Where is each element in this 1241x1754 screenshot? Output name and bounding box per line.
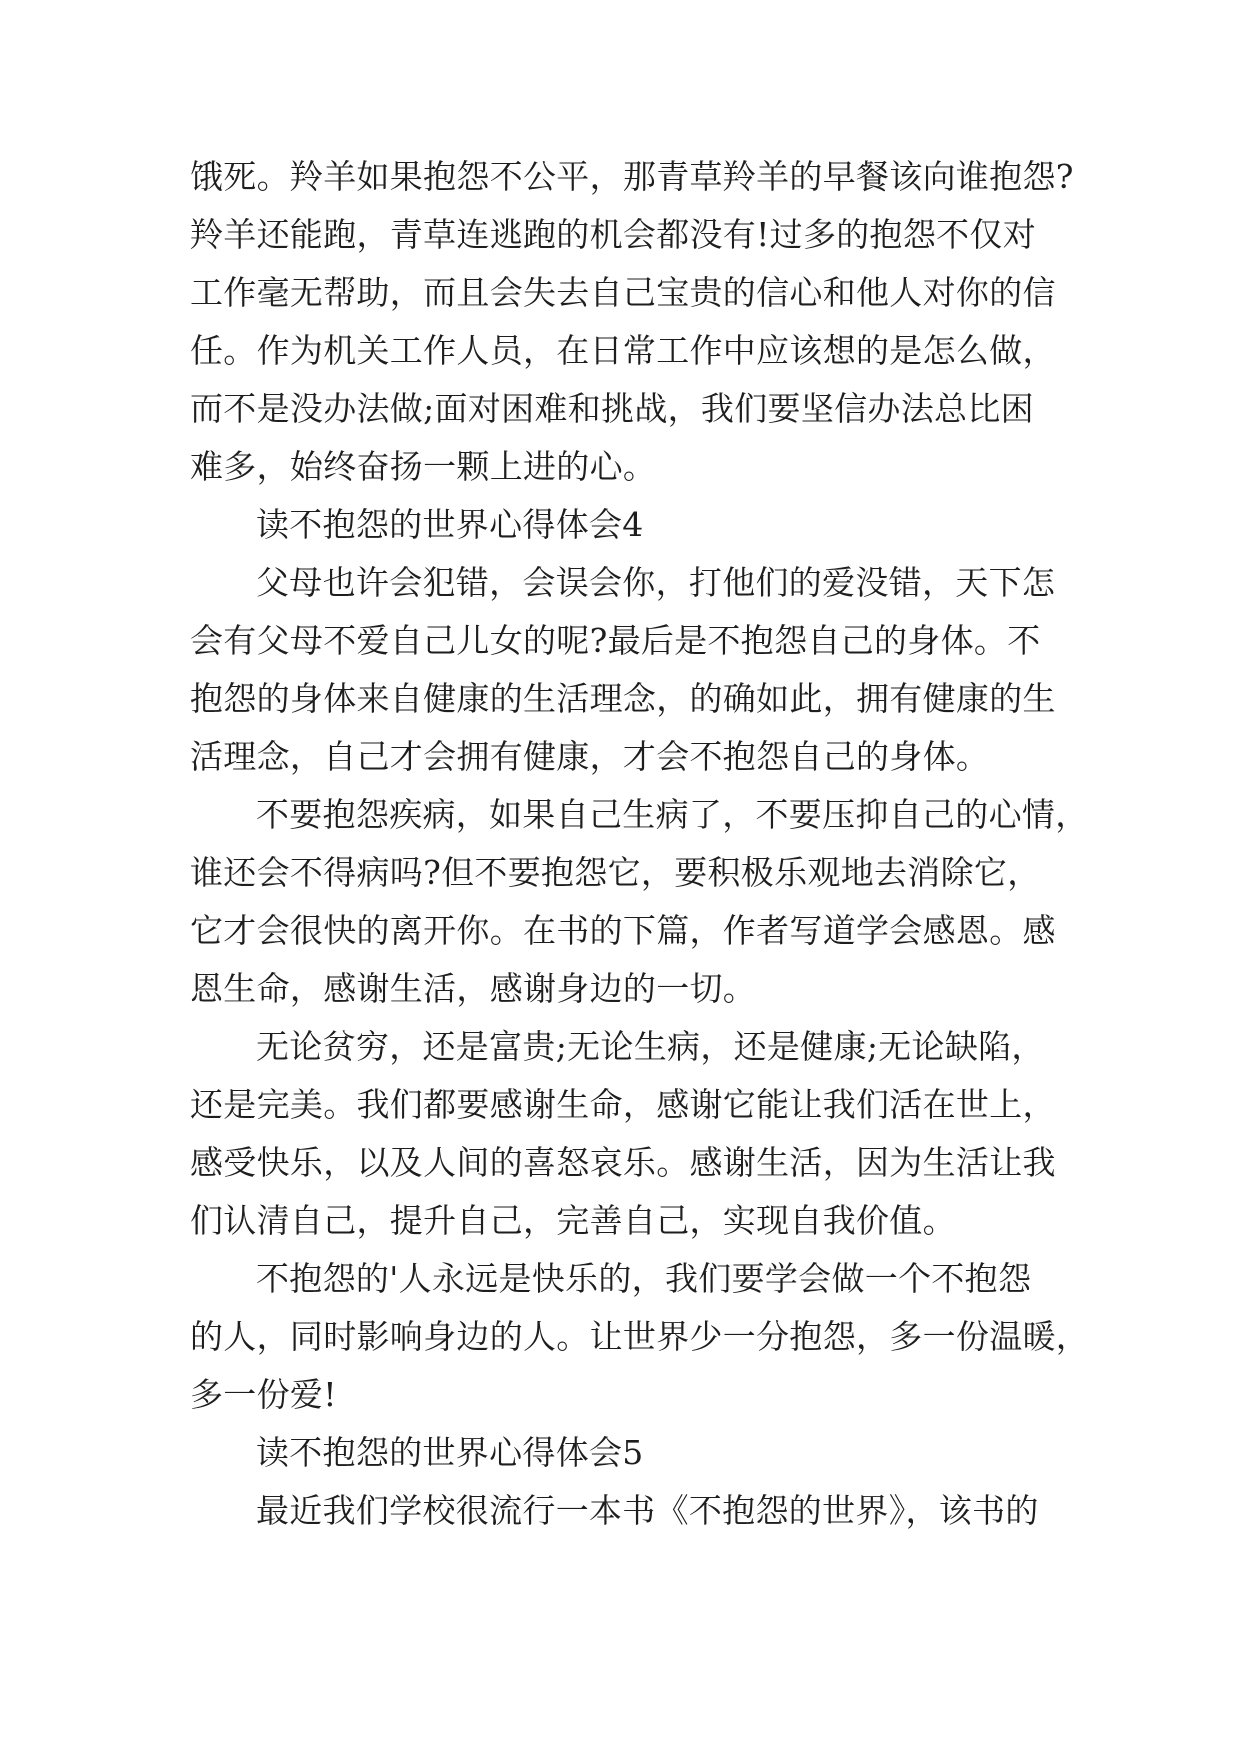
- paragraph-line: 任。作为机关工作人员，在日常工作中应该想的是怎么做，: [190, 331, 1056, 370]
- paragraph-line: 会有父母不爱自己儿女的呢?最后是不抱怨自己的身体。不: [190, 621, 1041, 660]
- paragraph-line: 难多，始终奋扬一颗上进的心。: [190, 447, 657, 486]
- paragraph-line: 恩生命，感谢生活，感谢身边的一切。: [190, 969, 757, 1008]
- paragraph-line: 羚羊还能跑，青草连逃跑的机会都没有!过多的抱怨不仅对: [190, 215, 1037, 254]
- paragraph-line: 不要抱怨疾病，如果自己生病了，不要压抑自己的心情，: [256, 795, 1089, 834]
- paragraph-line: 感受快乐，以及人间的喜怒哀乐。感谢生活，因为生活让我: [190, 1143, 1056, 1182]
- paragraph-line: 谁还会不得病吗?但不要抱怨它，要积极乐观地去消除它，: [190, 853, 1041, 892]
- paragraph-line: 不抱怨的'人永远是快乐的，我们要学会做一个不抱怨: [256, 1259, 1032, 1298]
- paragraph-line: 活理念，自己才会拥有健康，才会不抱怨自己的身体。: [190, 737, 990, 776]
- paragraph-line: 工作毫无帮助，而且会失去自己宝贵的信心和他人对你的信: [190, 273, 1056, 312]
- paragraph-line: 的人，同时影响身边的人。让世界少一分抱怨，多一份温暖，: [190, 1317, 1090, 1356]
- paragraph-line: 抱怨的身体来自健康的生活理念，的确如此，拥有健康的生: [190, 679, 1056, 718]
- section-heading: 读不抱怨的世界心得体会4: [256, 505, 644, 544]
- section-heading: 读不抱怨的世界心得体会5: [256, 1433, 644, 1472]
- paragraph-line: 们认清自己，提升自己，完善自己，实现自我价值。: [190, 1201, 956, 1240]
- paragraph-line: 无论贫穷，还是富贵;无论生病，还是健康;无论缺陷，: [256, 1027, 1045, 1066]
- paragraph-line: 还是完美。我们都要感谢生命，感谢它能让我们活在世上，: [190, 1085, 1056, 1124]
- paragraph-line: 父母也许会犯错，会误会你，打他们的爱没错，天下怎: [256, 563, 1056, 602]
- paragraph-line: 它才会很快的离开你。在书的下篇，作者写道学会感恩。感: [190, 911, 1056, 950]
- paragraph-line: 多一份爱!: [190, 1375, 337, 1414]
- paragraph-line: 最近我们学校很流行一本书《不抱怨的世界》，该书的: [256, 1491, 1039, 1530]
- paragraph-line: 饿死。羚羊如果抱怨不公平，那青草羚羊的早餐该向谁抱怨?: [190, 157, 1074, 196]
- paragraph-line: 而不是没办法做;面对困难和挑战，我们要坚信办法总比困: [190, 389, 1034, 428]
